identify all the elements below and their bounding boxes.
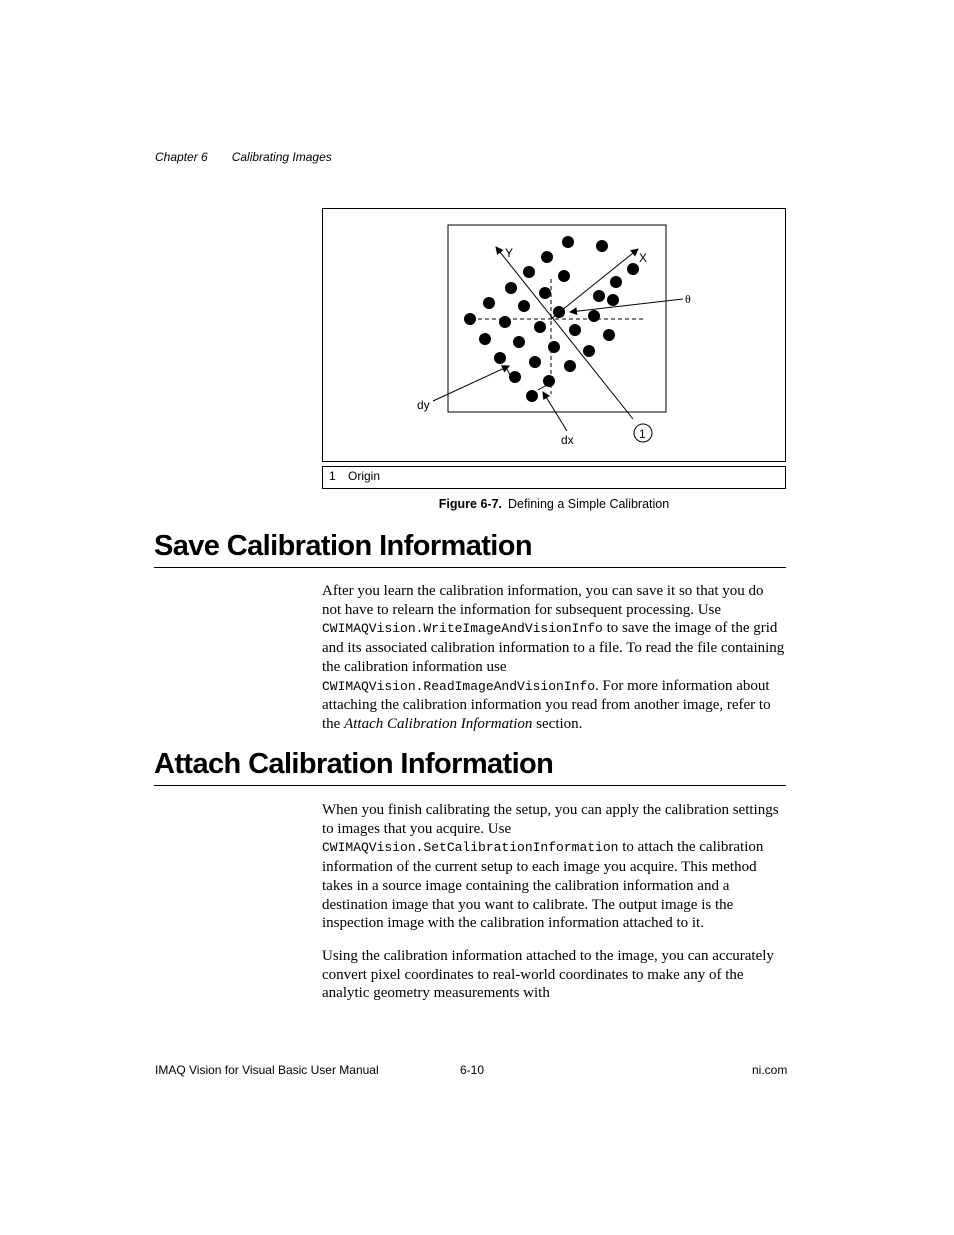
text-run: to attach the calibration information of the current setup to each image you acquire. This method takes in a source image containing the calibration information and a destination image that you want to calibrate. The output image is the inspection image with the calibration information attached to it.: [322, 839, 764, 932]
save-calibration-heading: Save Calibration Information: [154, 530, 786, 568]
footer-website: ni.com: [752, 1063, 788, 1077]
dy-label: dy: [417, 398, 430, 412]
text-run: When you finish calibrating the setup, you can apply the calibration settings to images that you acquire. Use: [322, 802, 779, 837]
calibration-diagram: [323, 209, 785, 461]
figure-caption-text: Defining a Simple Calibration: [508, 497, 670, 511]
dx-label: dx: [561, 433, 574, 447]
footer-page-number: 6-10: [460, 1063, 485, 1077]
attach-calibration-heading: Attach Calibration Information: [154, 748, 786, 786]
origin-callout-number: 1: [639, 427, 646, 441]
attach-calibration-paragraph-2: Using the calibration information attached to the image, you can accurately convert pixel coordinates to real-world coordinates to make any of the analytic geometry measurements with: [322, 948, 774, 1002]
figure-caption: [322, 497, 786, 511]
code-read-image-and-vision-info: CWIMAQVision.ReadImageAndVisionInfo: [322, 678, 596, 694]
save-calibration-paragraph: [322, 582, 786, 734]
figure-legend: [322, 466, 786, 489]
x-axis-label: X: [639, 251, 648, 265]
code-set-calibration-information: CWIMAQVision.SetCalibrationInformation: [322, 840, 619, 856]
running-header: [155, 150, 332, 164]
chapter-title: Calibrating Images: [231, 150, 332, 164]
text-run: After you learn the calibration information, you can save it so that you do not have to relearn the information for subsequent processing. Use: [322, 583, 764, 618]
legend-label: Origin: [348, 469, 381, 483]
text-run: to save the image of the grid and its associated calibration information to a file. To read the file containing the calibration information use: [322, 620, 785, 675]
dx-tick: [538, 385, 547, 390]
x-axis-arrow: [551, 249, 638, 319]
chapter-number: Chapter 6: [155, 150, 208, 164]
text-run: . For more information about attaching the calibration information you read from another image, refer to the: [322, 677, 771, 732]
cross-reference-attach-calibration[interactable]: Attach Calibration Information: [344, 715, 533, 732]
calibration-figure: [322, 208, 786, 462]
attach-calibration-paragraph-1: [322, 801, 786, 933]
dy-pointer: [433, 366, 509, 401]
y-axis-label: Y: [505, 246, 514, 260]
code-write-image-and-vision-info: CWIMAQVision.WriteImageAndVisionInfo: [322, 621, 603, 637]
legend-number: 1: [329, 469, 336, 483]
figure-caption-label: Figure 6-7.: [438, 497, 502, 511]
text-run: section.: [532, 715, 583, 732]
theta-label: θ: [685, 292, 691, 306]
footer-manual-title: IMAQ Vision for Visual Basic User Manual: [155, 1063, 379, 1077]
